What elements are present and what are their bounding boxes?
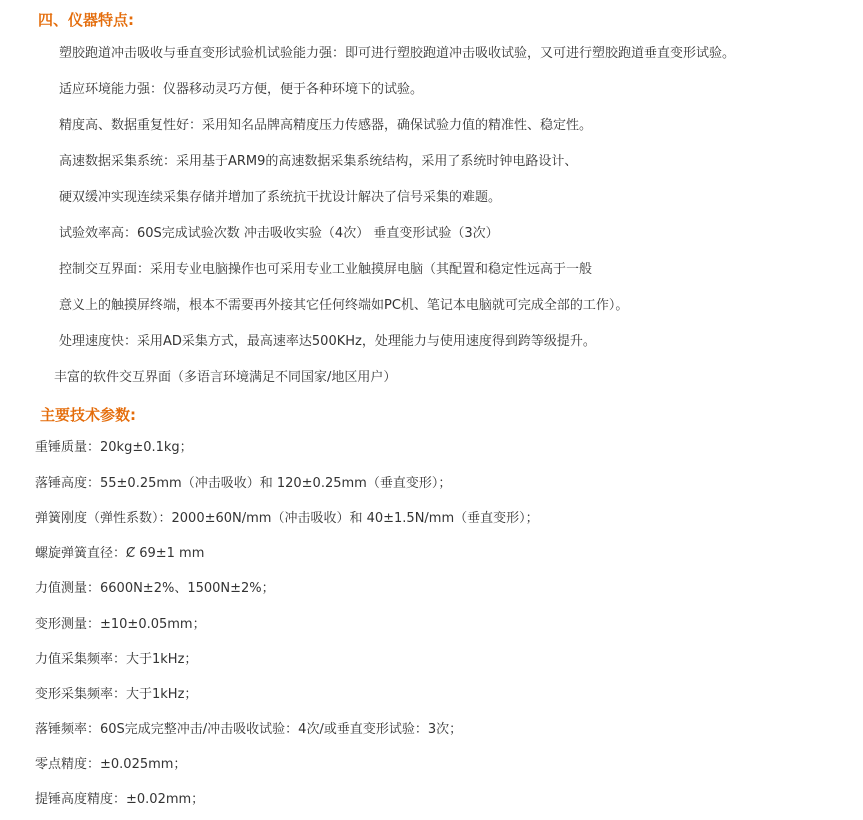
feature-line: 处理速度快：采用AD采集方式，最高速率达500KHz，处理能力与使用速度得到跨等级提升。	[59, 334, 596, 349]
param-line: 力值测量：6600N±2%、1500N±2%；	[35, 581, 275, 596]
param-line: 螺旋弹簧直径：Ȼ 69±1 mm	[35, 546, 205, 561]
feature-line: 试验效率高：60S完成试验次数 冲击吸收实验（4次） 垂直变形试验（3次）	[59, 226, 499, 241]
param-line: 变形采集频率：大于1kHz；	[35, 687, 198, 702]
param-line: 变形测量：±10±0.05mm；	[35, 617, 206, 632]
feature-line: 适应环境能力强：仪器移动灵巧方便，便于各种环境下的试验。	[59, 82, 424, 97]
param-line: 零点精度：±0.025mm；	[35, 757, 187, 772]
param-line: 弹簧刚度（弹性系数）：2000±60N/mm（冲击吸收）和 40±1.5N/mm（垂直变形）；	[35, 511, 539, 526]
feature-line: 硬双缓冲实现连续采集存储并增加了系统抗干扰设计解决了信号采集的难题。	[59, 190, 502, 205]
param-line: 落锤频率：60S完成完整冲击/冲击吸收试验：4次/或垂直变形试验：3次；	[35, 722, 463, 737]
param-line: 落锤高度：55±0.25mm（冲击吸收）和 120±0.25mm（垂直变形）；	[35, 476, 452, 491]
feature-line: 塑胶跑道冲击吸收与垂直变形试验机试验能力强：即可进行塑胶跑道冲击吸收试验，又可进行塑胶跑道垂直变形试验。	[59, 46, 736, 61]
param-line: 提锤高度精度：±0.02mm；	[35, 792, 205, 807]
feature-line: 丰富的软件交互界面（多语言环境满足不同国家/地区用户）	[54, 370, 397, 385]
feature-line: 精度高、数据重复性好：采用知名品牌高精度压力传感器，确保试验力值的精准性、稳定性。	[59, 118, 593, 133]
feature-line: 高速数据采集系统：采用基于ARM9的高速数据采集系统结构，采用了系统时钟电路设计、	[59, 154, 578, 169]
param-line: 力值采集频率：大于1kHz；	[35, 652, 198, 667]
features-heading: 四、仪器特点:	[38, 11, 134, 29]
feature-line: 意义上的触摸屏终端，根本不需要再外接其它任何终端如PC机、笔记本电脑就可完成全部的工作）。	[59, 298, 629, 313]
feature-line: 控制交互界面：采用专业电脑操作也可采用专业工业触摸屏电脑（其配置和稳定性远高于一般	[59, 262, 593, 277]
params-heading: 主要技术参数:	[40, 406, 136, 424]
param-line: 重锤质量：20kg±0.1kg；	[35, 440, 193, 455]
